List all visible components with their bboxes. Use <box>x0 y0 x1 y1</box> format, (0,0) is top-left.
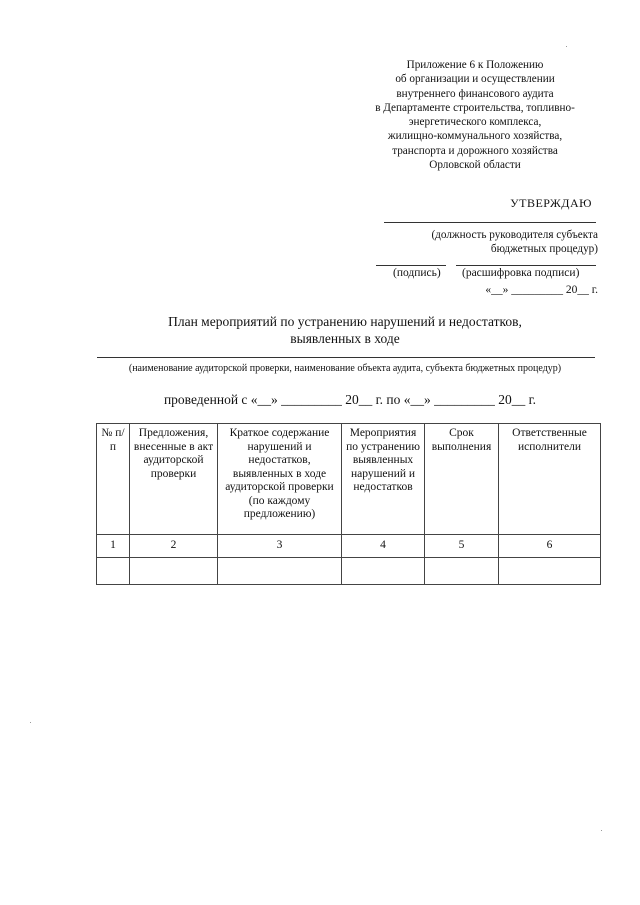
table-cell <box>425 558 499 585</box>
plan-title-line-2: выявленных в ходе <box>290 331 400 346</box>
approval-title: УТВЕРЖДАЮ <box>510 196 592 210</box>
scan-speck <box>30 722 31 723</box>
decryption-line <box>456 265 596 266</box>
appendix-line: транспорта и дорожного хозяйства <box>392 144 558 157</box>
scan-speck <box>566 46 567 47</box>
signature-label: (подпись) <box>393 267 441 279</box>
header-deadline: Срок выполнения <box>425 424 499 535</box>
header-proposals: Предложения, внесенные в акт аудиторской проверки <box>130 424 218 535</box>
position-caption <box>398 228 598 256</box>
table-header-row <box>97 424 601 535</box>
appendix-line: об организации и осуществлении <box>395 73 555 86</box>
header-number: № п/п <box>97 424 130 535</box>
naming-line <box>97 357 595 358</box>
column-number: 4 <box>342 535 425 558</box>
appendix-line: жилищно-коммунального хозяйства, <box>387 130 563 143</box>
scan-speck <box>601 830 602 831</box>
header-responsible: Ответственные исполнители <box>499 424 601 535</box>
decryption-label: (расшифровка подписи) <box>462 267 580 279</box>
column-number: 5 <box>425 535 499 558</box>
position-caption-line-2: бюджетных процедур) <box>490 243 598 255</box>
approval-date: «__» _________ 20__ г. <box>485 284 598 296</box>
column-number: 6 <box>499 535 601 558</box>
appendix-line: Приложение 6 к Положению <box>406 59 544 71</box>
position-caption-line-1: (должность руководителя субъекта <box>431 229 598 241</box>
column-number: 1 <box>97 535 130 558</box>
plan-title-line-1: План мероприятий по устранению нарушений и недостатков, <box>168 314 522 329</box>
header-summary: Краткое содержание нарушений и недостатков, выявленных в ходе аудиторской проверки (по каждому предложению) <box>218 424 342 535</box>
naming-caption: (наименование аудиторской проверки, наименование объекта аудита, субъекта бюджетных процедур) <box>128 363 562 374</box>
period-line: проведенной с «__» _________ 20__ г. по «__» _________ 20__ г. <box>163 392 537 407</box>
appendix-line: в Департаменте строительства, топливно- <box>375 101 575 114</box>
signature-line <box>376 265 446 266</box>
column-number: 2 <box>130 535 218 558</box>
appendix-header <box>360 58 590 172</box>
table-cell <box>342 558 425 585</box>
appendix-line: внутреннего финансового аудита <box>396 87 554 100</box>
column-number: 3 <box>218 535 342 558</box>
table-row <box>97 558 601 585</box>
table-cell <box>130 558 218 585</box>
plan-title <box>120 313 570 347</box>
appendix-line: энергетического комплекса, <box>408 116 542 129</box>
column-number-row <box>97 535 601 558</box>
table-cell <box>97 558 130 585</box>
appendix-line: Орловской области <box>429 159 521 172</box>
table-cell <box>499 558 601 585</box>
header-measures: Мероприятия по устранению выявленных нарушений и недостатков <box>342 424 425 535</box>
table-cell <box>218 558 342 585</box>
plan-table <box>96 423 601 585</box>
position-line <box>384 222 596 223</box>
